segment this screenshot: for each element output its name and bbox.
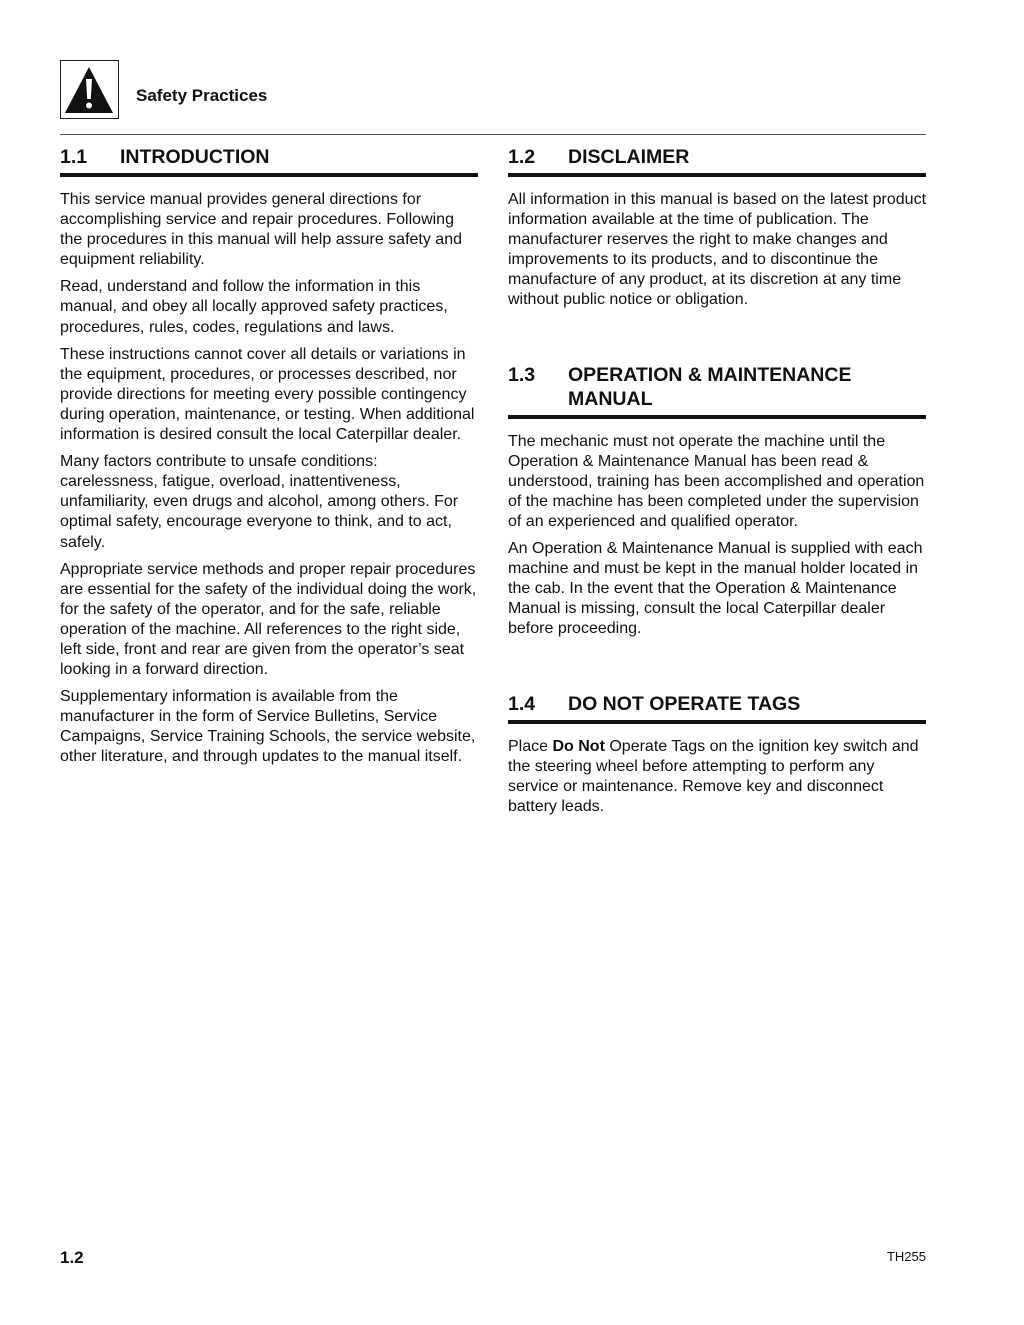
page-header-title: Safety Practices — [136, 86, 268, 105]
section-number: 1.1 — [60, 146, 88, 168]
section-number: 1.2 — [508, 146, 536, 168]
paragraph: All information in this manual is based on the latest product information available at the time of publication. The manufacturer reserves the right to make changes and improvements to its products, and to discontinue the manufacture of any product, at its discretion at any time without public notice or obligation. — [508, 191, 927, 309]
section-heading — [508, 358, 926, 419]
section-disclaimer — [508, 140, 926, 311]
paragraph: These instructions cannot cover all details or variations in the equipment, procedures, or processes described, nor provide directions for meeting every possible contingency during operation, maintenance, or testing. When additional information is desired consult the local Caterpillar dealer. — [60, 345, 475, 444]
paragraph — [508, 737, 926, 817]
section-title: DISCLAIMER — [568, 146, 690, 168]
paragraph: This service manual provides general directions for accomplishing service and repair procedures. Following the procedures in this manual will help assure safety and equipment reliability. — [60, 191, 462, 269]
bold-text: Do Not — [552, 737, 605, 755]
paragraph: Read, understand and follow the information in this manual, and obey all locally approved safety practices, procedures, rules, codes, regulations and laws. — [60, 278, 448, 336]
section-introduction — [60, 140, 478, 768]
right-column — [508, 140, 926, 824]
section-heading — [508, 140, 926, 177]
warning-triangle-icon — [60, 60, 119, 119]
section-heading — [60, 140, 478, 177]
paragraph: An Operation & Maintenance Manual is supplied with each machine and must be kept in the manual holder located in the cab. In the event that the Operation & Maintenance Manual is missing, consult the local Caterpillar dealer before proceeding. — [508, 540, 923, 638]
text-run: Operate Tags on the ignition key switch and the steering wheel before attempting to perform any service or maintenance. Remove key and disconnect battery leads. — [508, 737, 919, 815]
section-title: OPERATION & MAINTENANCE MANUAL — [568, 363, 852, 410]
page-number: 1.2 — [60, 1248, 84, 1267]
left-column — [60, 140, 478, 775]
document-code: TH255 — [886, 1249, 926, 1264]
section-title: DO NOT OPERATE TAGS — [568, 692, 801, 715]
paragraph: Many factors contribute to unsafe conditions: carelessness, fatigue, overload, inattentiveness, unfamiliarity, even drugs and alcohol, among others. For optimal safety, encourage everyone to think, and to act, safely. — [60, 453, 459, 551]
paragraph: The mechanic must not operate the machine until the Operation & Maintenance Manual has been read & understood, training has been accomplished and operation of the machine has been completed under the supervision of an experienced and qualified operator. — [508, 432, 925, 530]
section-number: 1.4 — [508, 692, 536, 715]
text-run: Place — [508, 737, 553, 755]
paragraph: Supplementary information is available from the manufacturer in the form of Service Bulletins, Service Campaigns, Service Training Schools, the service website, other literature, and through updates to the manual itself. — [60, 688, 476, 766]
section-do-not-operate-tags — [508, 687, 926, 817]
paragraph: Appropriate service methods and proper repair procedures are essential for the safety of the individual doing the work, for the safety of the operator, and for the safe, reliable operation of the machine. All references to the right side, left side, front and rear are given from the operator’s seat looking in a forward direction. — [60, 560, 477, 679]
header-divider — [60, 134, 926, 135]
section-heading — [508, 687, 926, 724]
section-title: INTRODUCTION — [120, 146, 270, 168]
section-operation-maintenance-manual — [508, 358, 926, 640]
section-number: 1.3 — [508, 363, 536, 386]
